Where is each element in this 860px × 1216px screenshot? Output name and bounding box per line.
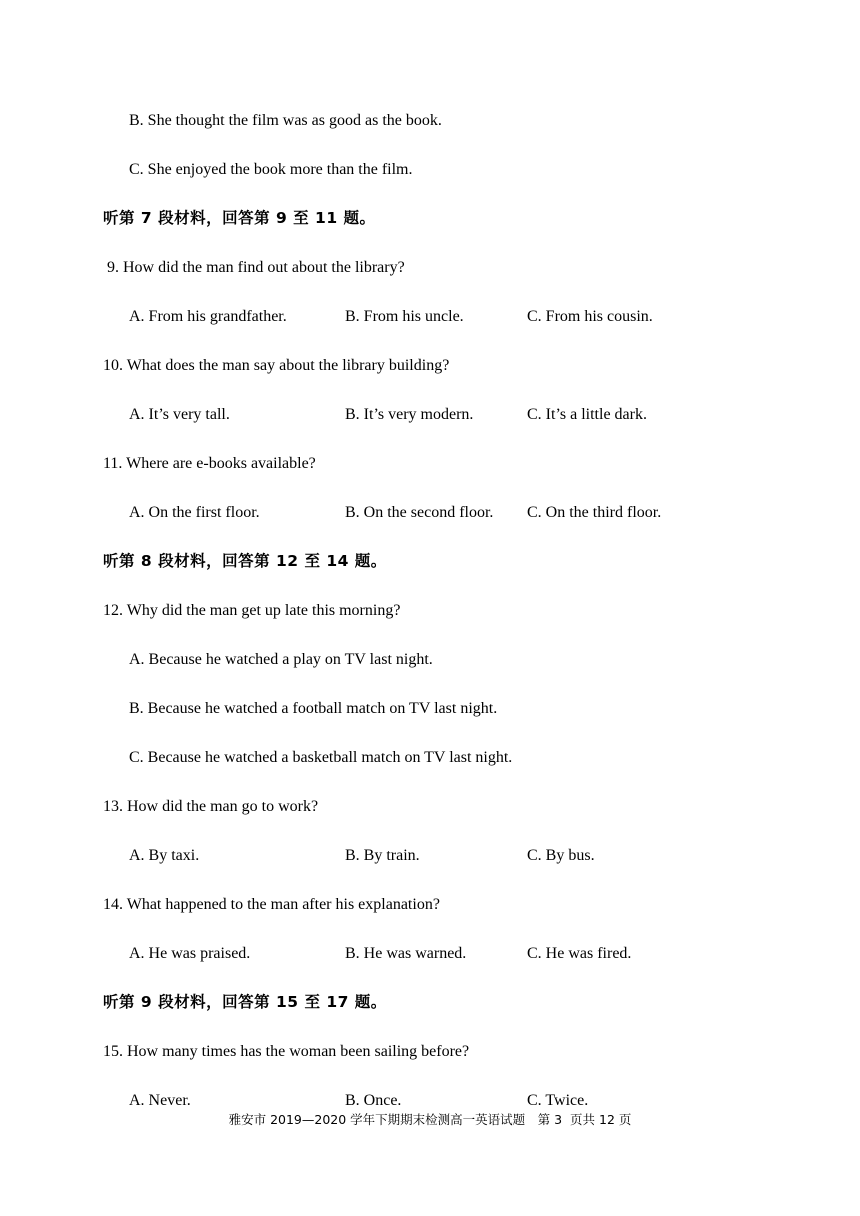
q8-option-c: C. She enjoyed the book more than the film.	[129, 161, 413, 178]
q11-option-a: A. On the first floor.	[129, 504, 260, 521]
q8-option-b: B. She thought the film was as good as the book.	[129, 112, 442, 129]
q10-option-c: C. It’s a little dark.	[527, 406, 647, 423]
q14-option-b: B. He was warned.	[345, 945, 467, 962]
page-footer: 雅安市 2019—2020 学年下期期末检测高一英语试题 第 3 页共 12 页	[228, 1112, 632, 1127]
q13-option-b: B. By train.	[345, 847, 420, 864]
q13-option-a: A. By taxi.	[129, 847, 200, 864]
question-14: 14. What happened to the man after his explanation?	[103, 896, 440, 913]
q15-option-b: B. Once.	[345, 1092, 402, 1109]
q15-option-a: A. Never.	[129, 1092, 191, 1109]
question-13: 13. How did the man go to work?	[103, 798, 319, 815]
q15-option-c: C. Twice.	[527, 1092, 589, 1109]
q11-option-c: C. On the third floor.	[527, 504, 662, 521]
question-12: 12. Why did the man get up late this morning?	[103, 602, 401, 619]
section-9-heading: 听第 9 段材料，回答第 15 至 17 题。	[103, 993, 387, 1011]
q10-option-a: A. It’s very tall.	[129, 406, 230, 423]
q12-option-a: A. Because he watched a play on TV last night.	[129, 651, 433, 668]
section-7-heading: 听第 7 段材料，回答第 9 至 11 题。	[103, 209, 376, 227]
q9-option-c: C. From his cousin.	[527, 308, 653, 325]
q9-option-b: B. From his uncle.	[345, 308, 464, 325]
q10-option-b: B. It’s very modern.	[345, 406, 474, 423]
q12-option-c: C. Because he watched a basketball match on TV last night.	[129, 749, 513, 766]
question-9: 9. How did the man find out about the library?	[103, 259, 405, 276]
question-15: 15. How many times has the woman been sailing before?	[103, 1043, 470, 1060]
section-8-heading: 听第 8 段材料，回答第 12 至 14 题。	[103, 552, 387, 570]
q14-option-a: A. He was praised.	[129, 945, 251, 962]
question-10: 10. What does the man say about the library building?	[103, 357, 450, 374]
q9-option-a: A. From his grandfather.	[129, 308, 287, 325]
q12-option-b: B. Because he watched a football match on TV last night.	[129, 700, 498, 717]
question-11: 11. Where are e-books available?	[103, 455, 316, 472]
q13-option-c: C. By bus.	[527, 847, 595, 864]
q14-option-c: C. He was fired.	[527, 945, 632, 962]
q11-option-b: B. On the second floor.	[345, 504, 494, 521]
